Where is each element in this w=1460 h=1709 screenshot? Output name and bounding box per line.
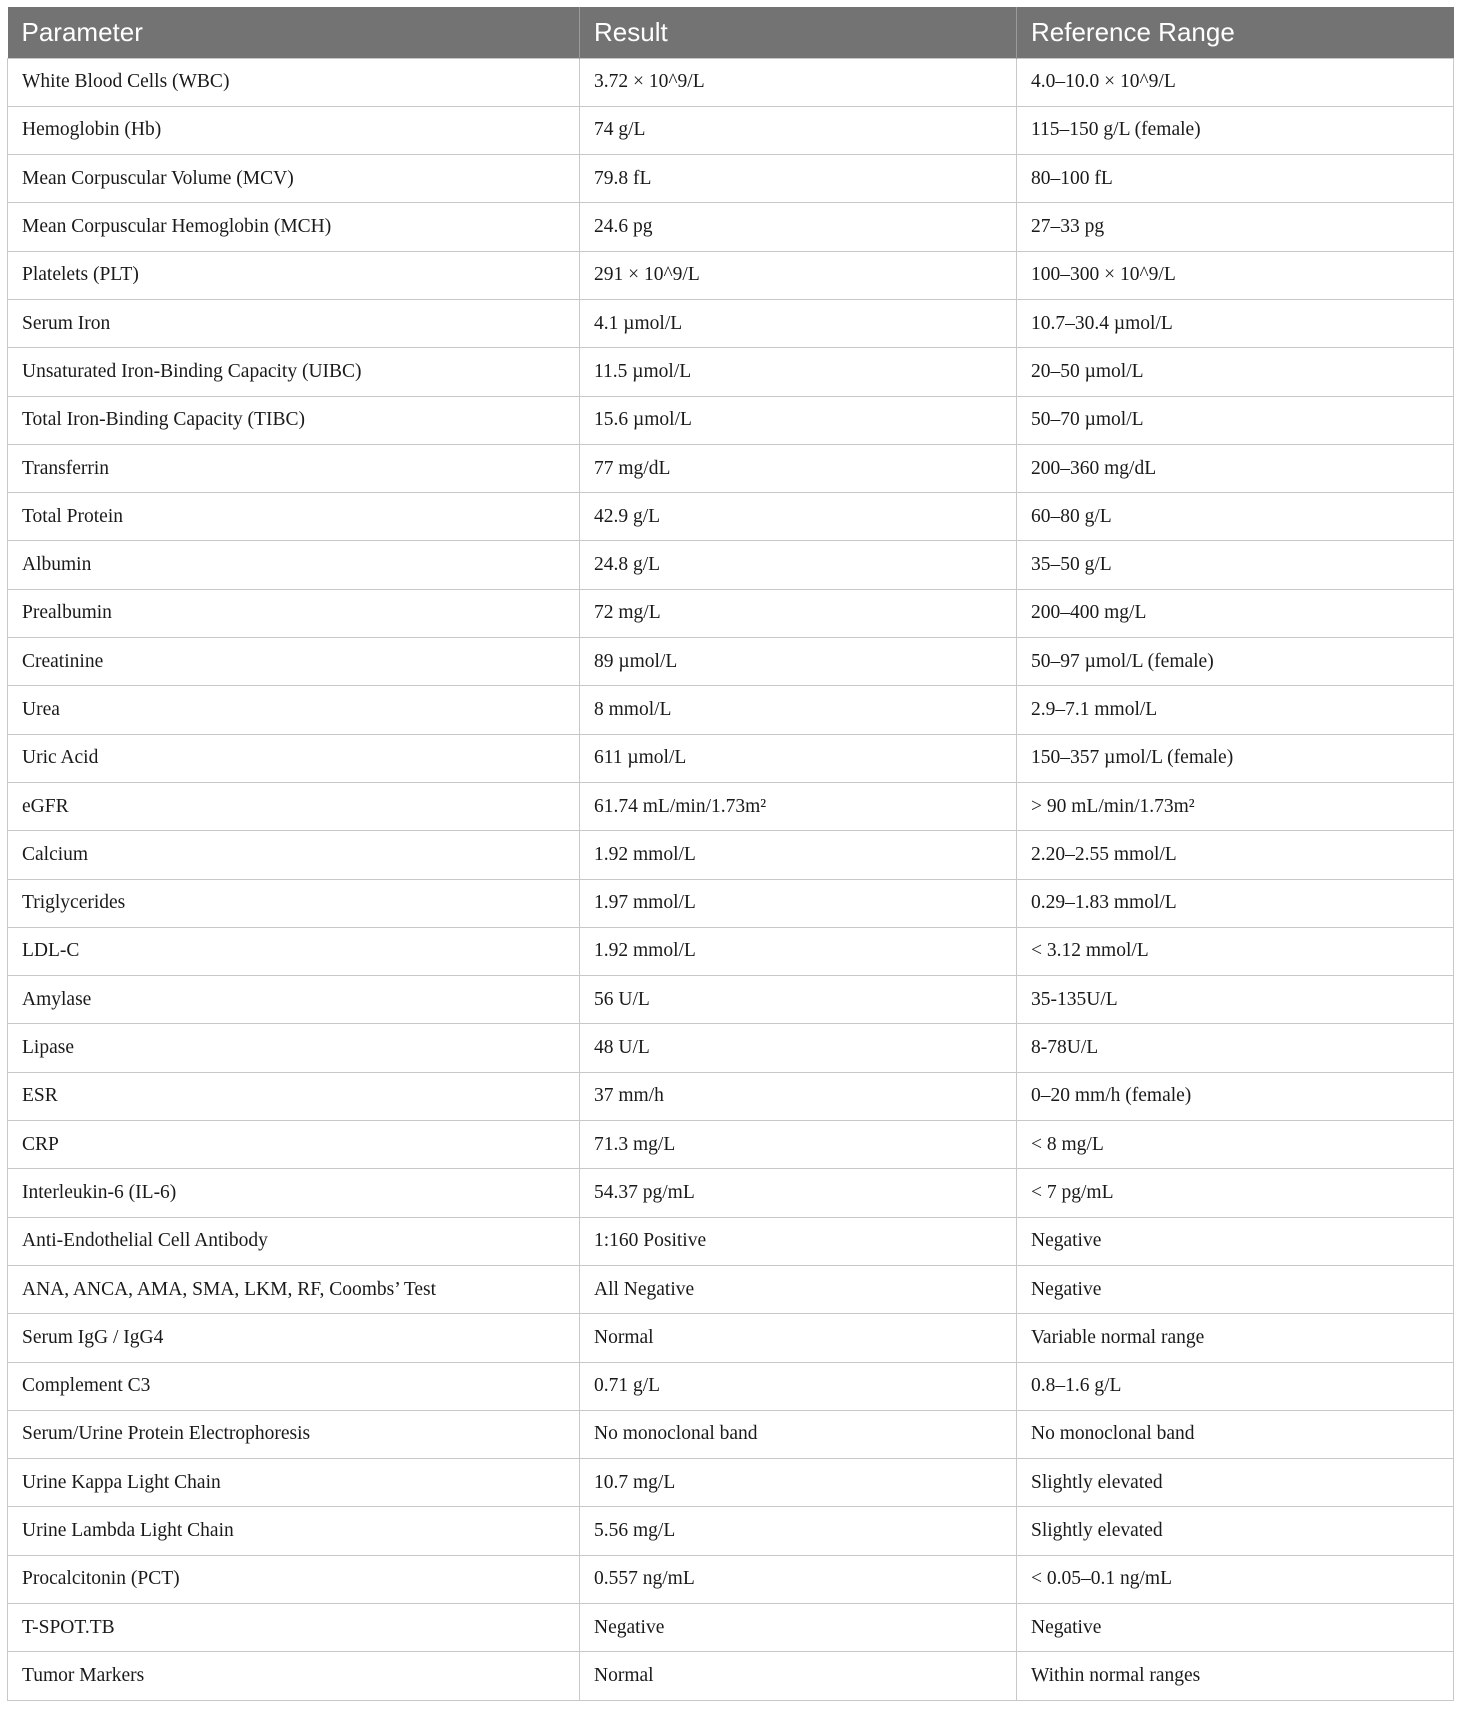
result-cell: 1:160 Positive bbox=[580, 1217, 1017, 1265]
result-cell: 611 µmol/L bbox=[580, 734, 1017, 782]
parameter-cell: Procalcitonin (PCT) bbox=[8, 1555, 580, 1603]
reference-range-cell: 115–150 g/L (female) bbox=[1017, 106, 1454, 154]
reference-range-cell: 35-135U/L bbox=[1017, 976, 1454, 1024]
table-row bbox=[8, 1555, 1454, 1603]
parameter-cell: Serum IgG / IgG4 bbox=[8, 1314, 580, 1362]
result-cell: 1.92 mmol/L bbox=[580, 831, 1017, 879]
parameter-cell: Platelets (PLT) bbox=[8, 251, 580, 299]
table-row bbox=[8, 155, 1454, 203]
reference-range-cell: 80–100 fL bbox=[1017, 155, 1454, 203]
reference-range-cell: < 8 mg/L bbox=[1017, 1121, 1454, 1169]
parameter-cell: Mean Corpuscular Hemoglobin (MCH) bbox=[8, 203, 580, 251]
result-cell: 0.557 ng/mL bbox=[580, 1555, 1017, 1603]
result-cell: 56 U/L bbox=[580, 976, 1017, 1024]
reference-range-cell: 35–50 g/L bbox=[1017, 541, 1454, 589]
table-row bbox=[8, 976, 1454, 1024]
reference-range-cell: No monoclonal band bbox=[1017, 1410, 1454, 1458]
result-cell: 79.8 fL bbox=[580, 155, 1017, 203]
result-cell: 291 × 10^9/L bbox=[580, 251, 1017, 299]
result-cell: 0.71 g/L bbox=[580, 1362, 1017, 1410]
parameter-cell: Serum Iron bbox=[8, 299, 580, 347]
reference-range-cell: < 7 pg/mL bbox=[1017, 1169, 1454, 1217]
parameter-cell: Interleukin-6 (IL-6) bbox=[8, 1169, 580, 1217]
reference-range-cell: < 3.12 mmol/L bbox=[1017, 927, 1454, 975]
column-header-result: Result bbox=[580, 7, 1017, 58]
table-row bbox=[8, 1604, 1454, 1652]
parameter-cell: Unsaturated Iron-Binding Capacity (UIBC) bbox=[8, 348, 580, 396]
table-row bbox=[8, 1459, 1454, 1507]
result-cell: 89 µmol/L bbox=[580, 638, 1017, 686]
result-cell: No monoclonal band bbox=[580, 1410, 1017, 1458]
table-row bbox=[8, 58, 1454, 106]
reference-range-cell: Negative bbox=[1017, 1265, 1454, 1313]
parameter-cell: T-SPOT.TB bbox=[8, 1604, 580, 1652]
reference-range-cell: 200–360 mg/dL bbox=[1017, 444, 1454, 492]
reference-range-cell: > 90 mL/min/1.73m² bbox=[1017, 782, 1454, 830]
reference-range-cell: 0–20 mm/h (female) bbox=[1017, 1072, 1454, 1120]
parameter-cell: eGFR bbox=[8, 782, 580, 830]
reference-range-cell: < 0.05–0.1 ng/mL bbox=[1017, 1555, 1454, 1603]
result-cell: 4.1 µmol/L bbox=[580, 299, 1017, 347]
table-row bbox=[8, 493, 1454, 541]
parameter-cell: Urea bbox=[8, 686, 580, 734]
table-row bbox=[8, 1265, 1454, 1313]
reference-range-cell: 10.7–30.4 µmol/L bbox=[1017, 299, 1454, 347]
reference-range-cell: 150–357 µmol/L (female) bbox=[1017, 734, 1454, 782]
table-row bbox=[8, 831, 1454, 879]
result-cell: Normal bbox=[580, 1314, 1017, 1362]
result-cell: 1.92 mmol/L bbox=[580, 927, 1017, 975]
parameter-cell: White Blood Cells (WBC) bbox=[8, 58, 580, 106]
table-row bbox=[8, 251, 1454, 299]
reference-range-cell: Slightly elevated bbox=[1017, 1507, 1454, 1555]
table-row bbox=[8, 1072, 1454, 1120]
reference-range-cell: 2.20–2.55 mmol/L bbox=[1017, 831, 1454, 879]
reference-range-cell: 27–33 pg bbox=[1017, 203, 1454, 251]
header-row bbox=[8, 7, 1454, 58]
parameter-cell: Triglycerides bbox=[8, 879, 580, 927]
parameter-cell: Uric Acid bbox=[8, 734, 580, 782]
result-cell: 72 mg/L bbox=[580, 589, 1017, 637]
reference-range-cell: 50–70 µmol/L bbox=[1017, 396, 1454, 444]
table-row bbox=[8, 106, 1454, 154]
parameter-cell: Anti-Endothelial Cell Antibody bbox=[8, 1217, 580, 1265]
parameter-cell: ANA, ANCA, AMA, SMA, LKM, RF, Coombs’ Test bbox=[8, 1265, 580, 1313]
table-row bbox=[8, 638, 1454, 686]
table-row bbox=[8, 1314, 1454, 1362]
reference-range-cell: 50–97 µmol/L (female) bbox=[1017, 638, 1454, 686]
column-header-reference-range: Reference Range bbox=[1017, 7, 1454, 58]
result-cell: 5.56 mg/L bbox=[580, 1507, 1017, 1555]
table-row bbox=[8, 589, 1454, 637]
table-body bbox=[8, 58, 1454, 1700]
reference-range-cell: 4.0–10.0 × 10^9/L bbox=[1017, 58, 1454, 106]
parameter-cell: Urine Lambda Light Chain bbox=[8, 1507, 580, 1555]
table-header bbox=[8, 7, 1454, 58]
parameter-cell: Urine Kappa Light Chain bbox=[8, 1459, 580, 1507]
result-cell: Normal bbox=[580, 1652, 1017, 1700]
table-row bbox=[8, 1362, 1454, 1410]
result-cell: 8 mmol/L bbox=[580, 686, 1017, 734]
table-row bbox=[8, 1121, 1454, 1169]
result-cell: 37 mm/h bbox=[580, 1072, 1017, 1120]
parameter-cell: CRP bbox=[8, 1121, 580, 1169]
parameter-cell: Albumin bbox=[8, 541, 580, 589]
table-row bbox=[8, 782, 1454, 830]
result-cell: 71.3 mg/L bbox=[580, 1121, 1017, 1169]
result-cell: 3.72 × 10^9/L bbox=[580, 58, 1017, 106]
result-cell: 15.6 µmol/L bbox=[580, 396, 1017, 444]
reference-range-cell: 200–400 mg/L bbox=[1017, 589, 1454, 637]
result-cell: 61.74 mL/min/1.73m² bbox=[580, 782, 1017, 830]
parameter-cell: ESR bbox=[8, 1072, 580, 1120]
table-row bbox=[8, 1652, 1454, 1700]
result-cell: 24.8 g/L bbox=[580, 541, 1017, 589]
reference-range-cell: 8-78U/L bbox=[1017, 1024, 1454, 1072]
reference-range-cell: Negative bbox=[1017, 1604, 1454, 1652]
reference-range-cell: Negative bbox=[1017, 1217, 1454, 1265]
parameter-cell: Mean Corpuscular Volume (MCV) bbox=[8, 155, 580, 203]
table-row bbox=[8, 1507, 1454, 1555]
parameter-cell: Amylase bbox=[8, 976, 580, 1024]
result-cell: 1.97 mmol/L bbox=[580, 879, 1017, 927]
reference-range-cell: 2.9–7.1 mmol/L bbox=[1017, 686, 1454, 734]
result-cell: All Negative bbox=[580, 1265, 1017, 1313]
parameter-cell: Tumor Markers bbox=[8, 1652, 580, 1700]
result-cell: 11.5 µmol/L bbox=[580, 348, 1017, 396]
parameter-cell: Serum/Urine Protein Electrophoresis bbox=[8, 1410, 580, 1458]
table-row bbox=[8, 396, 1454, 444]
result-cell: 54.37 pg/mL bbox=[580, 1169, 1017, 1217]
parameter-cell: Hemoglobin (Hb) bbox=[8, 106, 580, 154]
table-row bbox=[8, 444, 1454, 492]
parameter-cell: Lipase bbox=[8, 1024, 580, 1072]
reference-range-cell: 60–80 g/L bbox=[1017, 493, 1454, 541]
parameter-cell: Creatinine bbox=[8, 638, 580, 686]
result-cell: 24.6 pg bbox=[580, 203, 1017, 251]
table-row bbox=[8, 348, 1454, 396]
table-row bbox=[8, 734, 1454, 782]
table-row bbox=[8, 1024, 1454, 1072]
result-cell: 74 g/L bbox=[580, 106, 1017, 154]
result-cell: Negative bbox=[580, 1604, 1017, 1652]
reference-range-cell: 100–300 × 10^9/L bbox=[1017, 251, 1454, 299]
table-row bbox=[8, 299, 1454, 347]
parameter-cell: LDL-C bbox=[8, 927, 580, 975]
lab-results-table bbox=[7, 7, 1454, 1701]
parameter-cell: Complement C3 bbox=[8, 1362, 580, 1410]
reference-range-cell: 0.29–1.83 mmol/L bbox=[1017, 879, 1454, 927]
table-row bbox=[8, 541, 1454, 589]
table-row bbox=[8, 1217, 1454, 1265]
result-cell: 42.9 g/L bbox=[580, 493, 1017, 541]
result-cell: 77 mg/dL bbox=[580, 444, 1017, 492]
parameter-cell: Total Iron-Binding Capacity (TIBC) bbox=[8, 396, 580, 444]
result-cell: 48 U/L bbox=[580, 1024, 1017, 1072]
table-row bbox=[8, 1169, 1454, 1217]
column-header-parameter: Parameter bbox=[8, 7, 580, 58]
table-row bbox=[8, 203, 1454, 251]
table-row bbox=[8, 927, 1454, 975]
table-row bbox=[8, 1410, 1454, 1458]
parameter-cell: Calcium bbox=[8, 831, 580, 879]
reference-range-cell: 0.8–1.6 g/L bbox=[1017, 1362, 1454, 1410]
parameter-cell: Total Protein bbox=[8, 493, 580, 541]
reference-range-cell: Within normal ranges bbox=[1017, 1652, 1454, 1700]
parameter-cell: Prealbumin bbox=[8, 589, 580, 637]
table-row bbox=[8, 879, 1454, 927]
reference-range-cell: Variable normal range bbox=[1017, 1314, 1454, 1362]
reference-range-cell: 20–50 µmol/L bbox=[1017, 348, 1454, 396]
reference-range-cell: Slightly elevated bbox=[1017, 1459, 1454, 1507]
parameter-cell: Transferrin bbox=[8, 444, 580, 492]
result-cell: 10.7 mg/L bbox=[580, 1459, 1017, 1507]
table-row bbox=[8, 686, 1454, 734]
